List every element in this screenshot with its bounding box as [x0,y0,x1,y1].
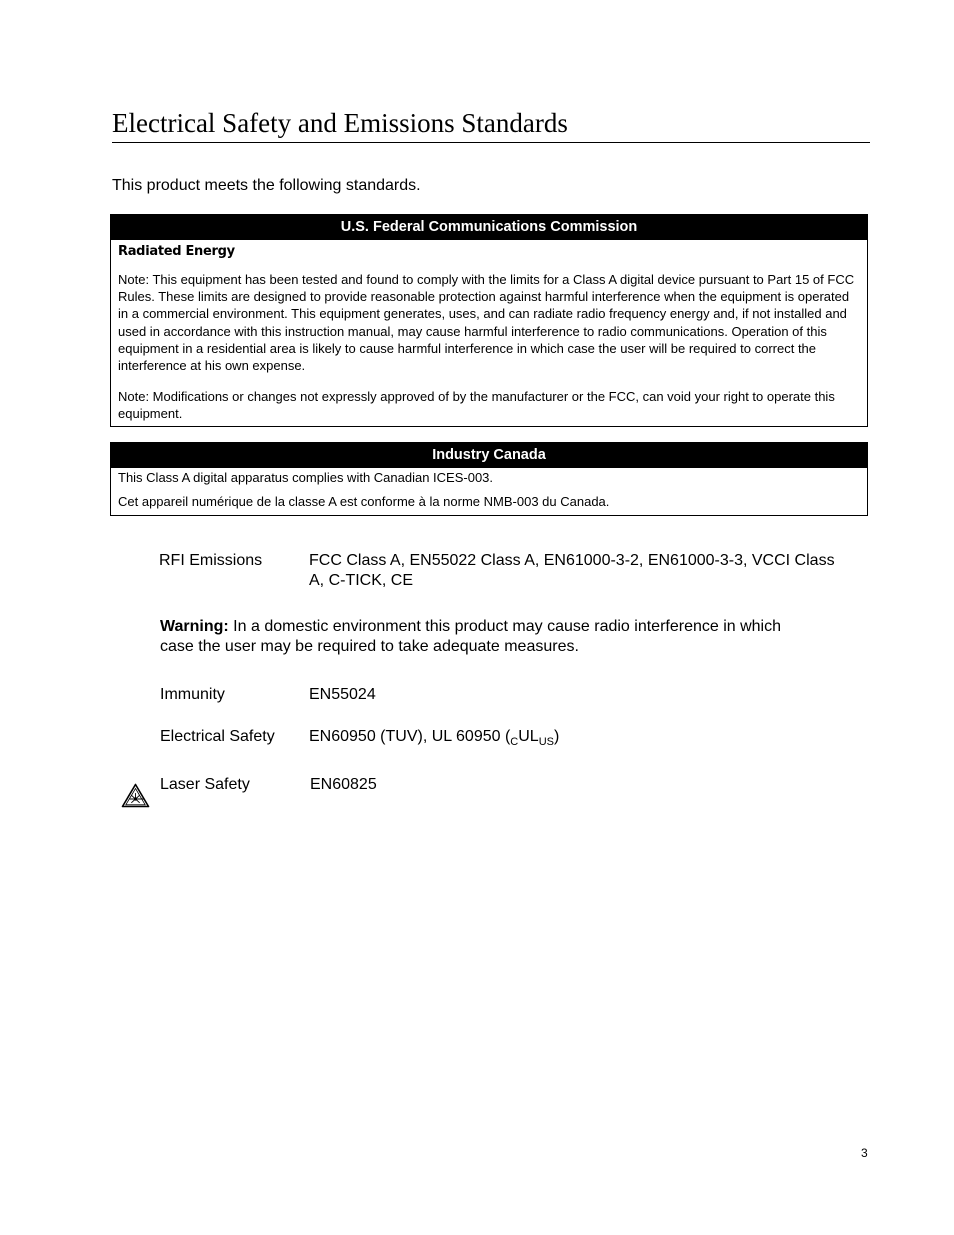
industry-canada-box [110,442,868,516]
page-title: Electrical Safety and Emissions Standards [112,106,870,143]
rfi-emissions-value: FCC Class A, EN55022 Class A, EN61000-3-2, EN61000-3-3, VCCI Class A, C-TICK, CE [309,552,835,589]
electrical-safety-sub-us: US [538,736,554,748]
industry-canada-line-fr: Cet appareil numérique de la classe A est conforme à la norme NMB-003 du Canada. [118,494,610,509]
immunity-label: Immunity [160,686,225,703]
warning-paragraph [160,617,800,657]
electrical-safety-ul: UL [518,728,539,745]
electrical-safety-label: Electrical Safety [160,728,275,745]
fcc-subheader: Radiated Energy [118,244,235,259]
electrical-safety-value [309,727,559,747]
immunity-value: EN55024 [309,686,376,703]
electrical-safety-sub-c: C [510,736,519,748]
page-number: 3 [861,1146,868,1160]
fcc-box [110,214,868,427]
laser-safety-label: Laser Safety [160,776,250,793]
fcc-header: U.S. Federal Communications Commission [111,215,867,240]
fcc-note-2: Note: Modifications or changes not expressly approved of by the manufacturer or the FCC, can void your right to operate this equipment. [118,389,835,422]
electrical-safety-prefix: EN60950 (TUV), UL 60950 ( [309,728,511,745]
warning-label: Warning: [160,618,229,635]
electrical-safety-suffix: ) [553,728,560,745]
laser-warning-icon [121,783,150,808]
rfi-emissions-label: RFI Emissions [159,552,263,569]
intro-text: This product meets the following standards. [112,177,421,194]
industry-canada-header: Industry Canada [111,443,867,468]
industry-canada-line-en: This Class A digital apparatus complies with Canadian ICES-003. [118,470,494,485]
fcc-note-1: Note: This equipment has been tested and found to comply with the limits for a Class A digital device pursuant to Part 15 of FCC Rules. These limits are designed to provide reasonable protection against harmful interference when the equipment is operated in a commercial environment. This equipment generates, uses, and can radiate radio frequency energy and, if not installed and used in accordance with this instruction manual, may cause harmful interference to radio communications. Operation of this equipment in a residential area is likely to cause harmful interference in which case the user will be required to correct the interference at his own expense. [118,272,855,374]
laser-safety-value: EN60825 [310,776,377,793]
warning-text: In a domestic environment this product may cause radio interference in which case the user may be required to take adequate measures. [160,618,782,655]
